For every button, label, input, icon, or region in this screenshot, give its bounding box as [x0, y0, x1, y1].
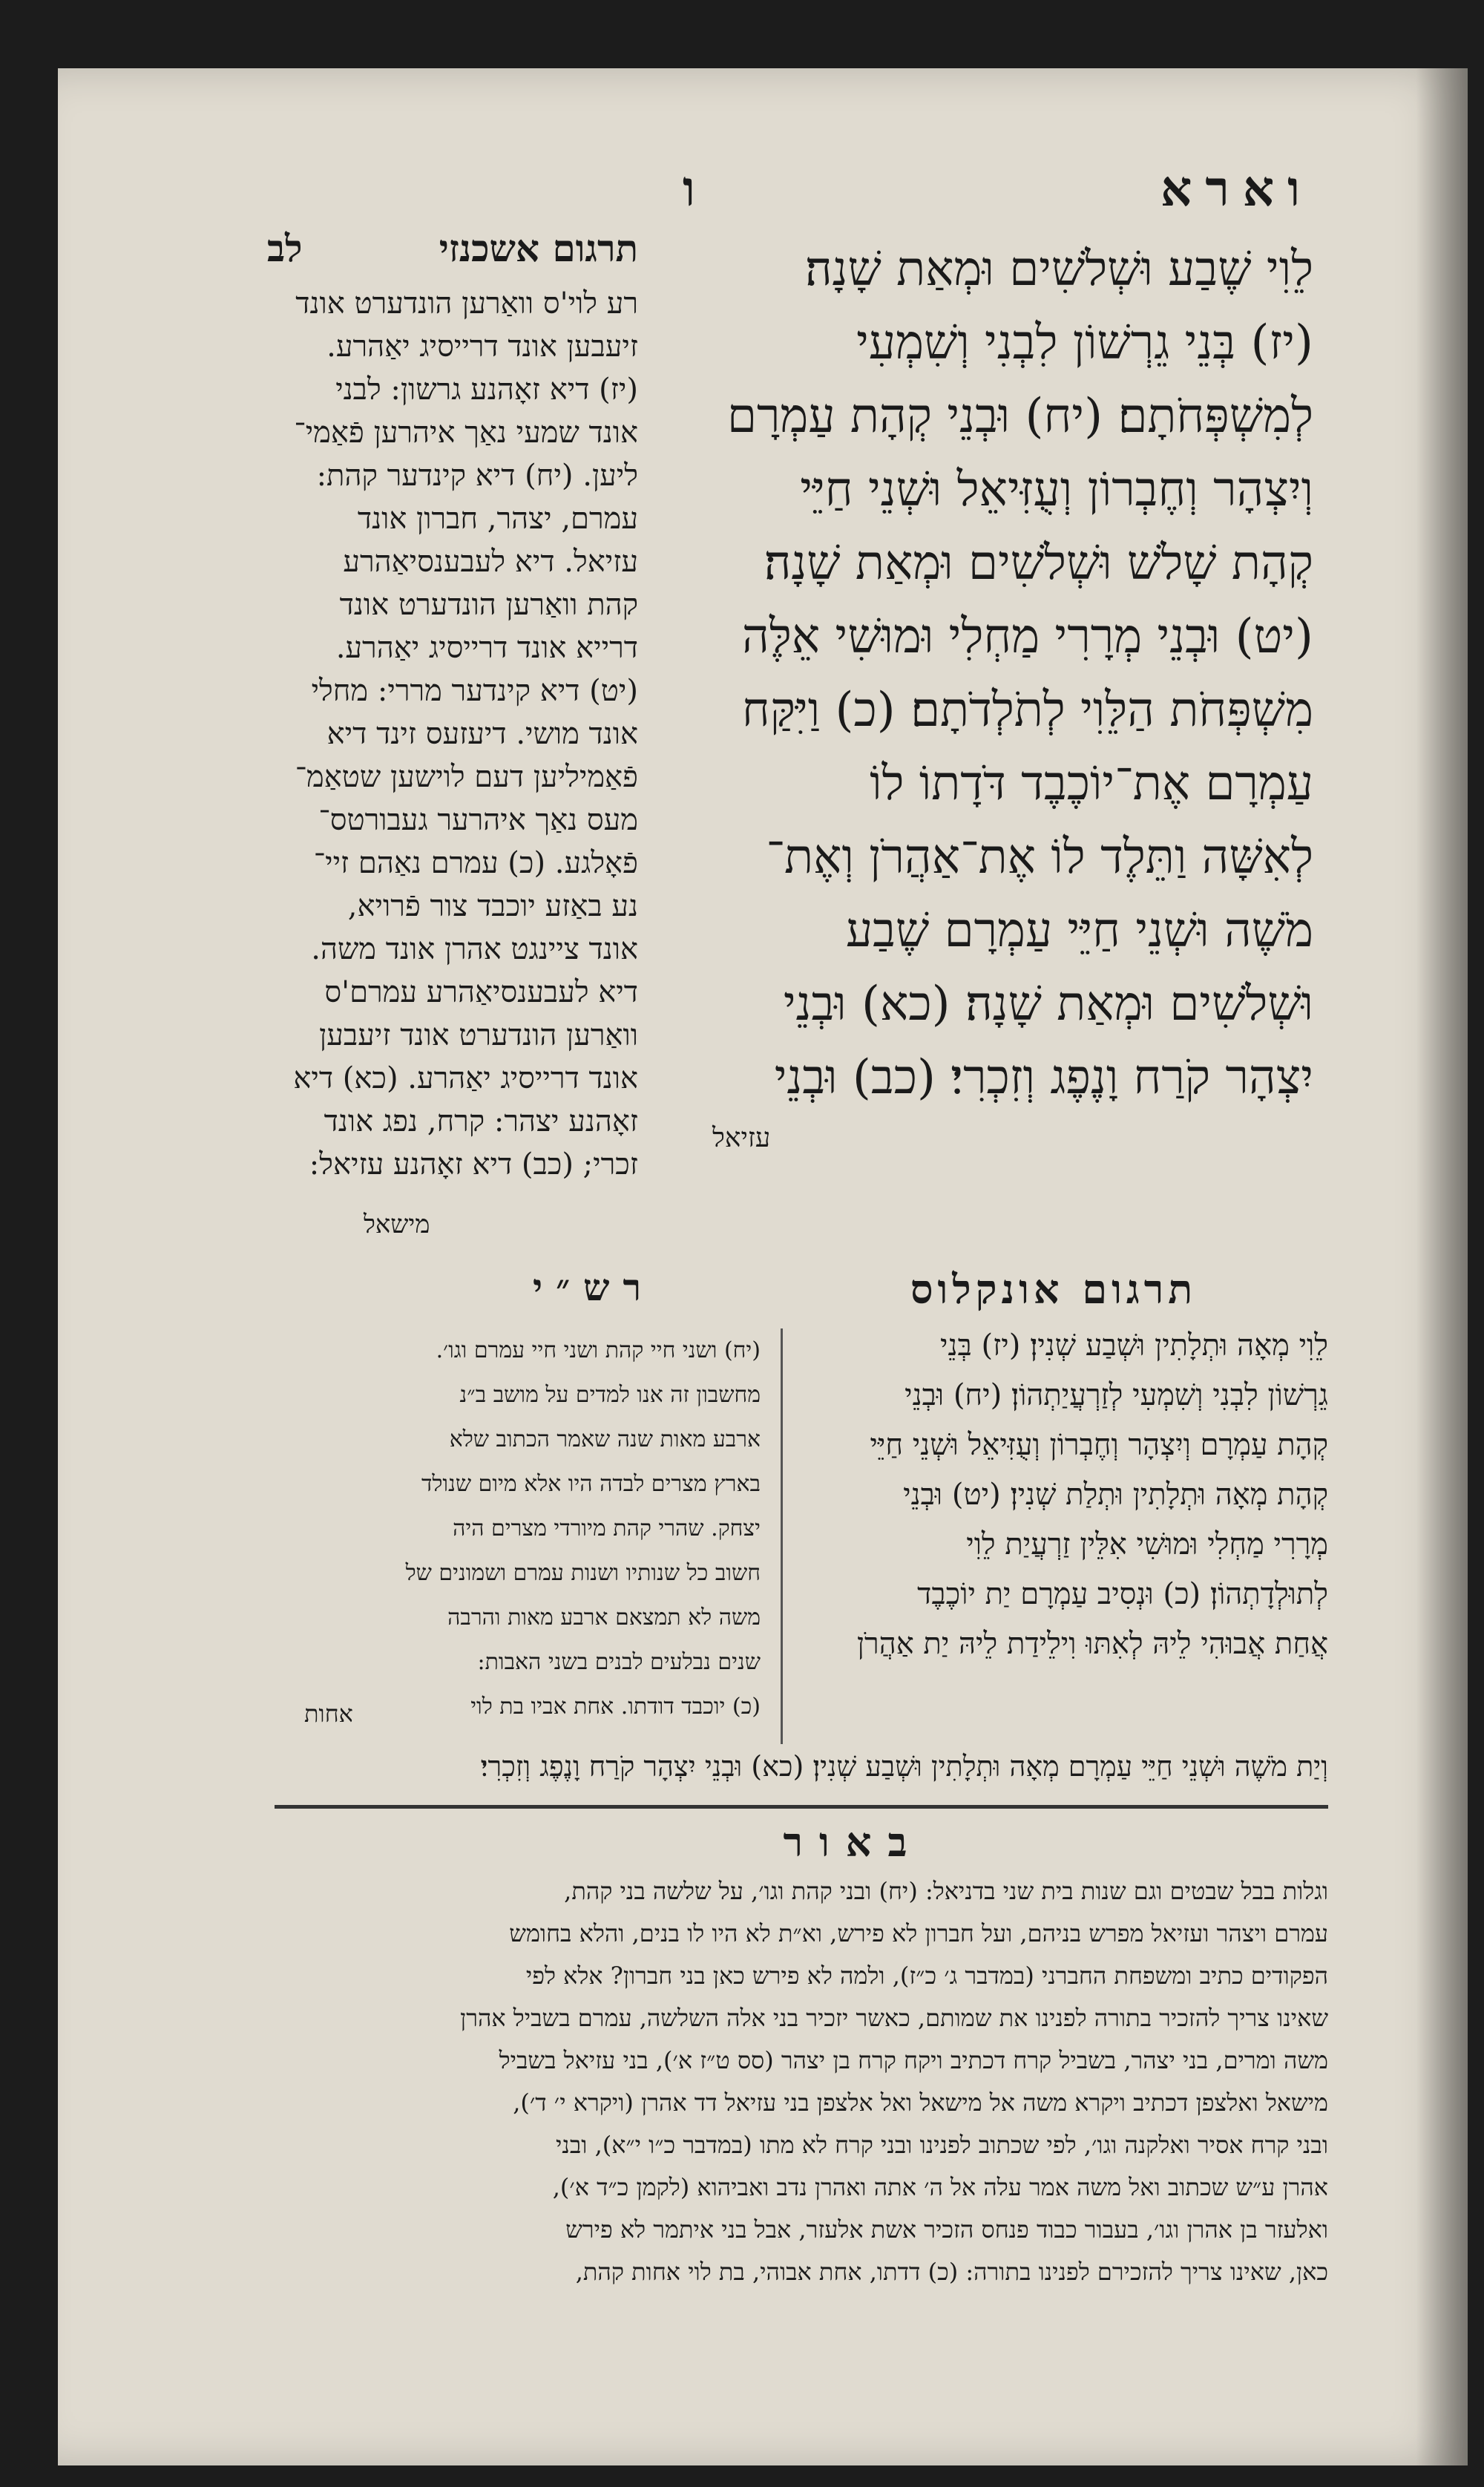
biur-line: ואלעזר בן אהרן וגו׳, בעבור כבוד פנחס הזכיר אשת אלעזר, אבל בני איתמר לא פירש — [565, 2215, 1328, 2244]
rashi-line: בארץ מצרים לבדה היו אלא מיום שנולד — [421, 1471, 761, 1497]
yiddish-line: אונד דרייסיג יאַהרע. (כא) דיא — [293, 1061, 638, 1095]
yiddish-line: פֿאַמיליען דעם לוישען שטאַמ־ — [295, 760, 638, 794]
rashi-line: חשוב כל שנותיו ושנות עמרם ושמונים של — [405, 1560, 761, 1586]
rashi-line: ארבע מאות שנה שאמר הכתוב שלא — [449, 1426, 761, 1452]
section-divider — [275, 1805, 1328, 1809]
rashi-line: משה לא תמצאם ארבע מאות והרבה — [447, 1605, 761, 1631]
yiddish-line: אונד ציינגט אהרן אונד משה. — [311, 932, 638, 966]
main-line: יִצְהָר קֹרַח וָנֶפֶג וְזִכְרִי׃ (כב) וּבְנֵי — [774, 1050, 1313, 1105]
parasha-title: וארא — [1160, 160, 1313, 217]
onkelos-line: אֲחַת אֲבוּהִי לֵיהּ לְאִתּוּ וִילֵידַת לֵיהּ יַת אַהֲרֹן — [856, 1627, 1328, 1661]
onkelos-line: לֵוִי מְאָה וּתְלָתִין וּשְׁבַע שְׁנִין׃ (יז) בְּנֵי — [940, 1328, 1328, 1363]
onkelos-line: קְהָת מְאָה וּתְלָתִין וּתְלַת שְׁנִין׃ (יט) וּבְנֵי — [903, 1478, 1328, 1512]
yiddish-line: נע באַזע יוכבד צור פֿרויא, — [347, 889, 638, 923]
onkelos-text-lines — [809, 1321, 1328, 1669]
yiddish-line: מעס נאַך איהרער געבורטס־ — [318, 803, 638, 837]
main-text-column — [683, 160, 1313, 1153]
chapter-number: ו — [683, 160, 709, 217]
main-line: וְיִצְהָר וְחֶבְרוֹן וְעֻזִּיאֵל וּשְׁנֵי חַיֵּי — [800, 462, 1313, 517]
onkelos-line: קְהָת עַמְרָם וְיִצְהָר וְחֶבְרוֹן וְעֻזִּיאֵל וּשְׁנֵי חַיֵּי — [870, 1428, 1328, 1462]
rashi-line: (יח) ושני חיי קהת ושני חיי עמרם וגו׳. — [436, 1337, 761, 1363]
biur-title: באור — [783, 1818, 924, 1866]
onkelos-line: לְתוּלְדָתְהוֹן׃ (כ) וּנְסִיב עַמְרָם יַת יוֹכֶבֶד — [917, 1577, 1328, 1611]
yiddish-line: אונד מושי. דיעזעס זינד דיא — [326, 717, 638, 751]
biur-line: כאן, שאינו צריך להזכירם לפנינו בתורה: (כ) דדתו, אחת אבוהי, בת לוי אחות קהת, — [575, 2258, 1328, 2286]
yiddish-line: זכרי; (כב) דיא זאָהנע עזיאל: — [309, 1147, 638, 1182]
yiddish-catchword: מישאל — [364, 1210, 430, 1239]
yiddish-line: קהת וואַרען הונדערט אונד — [339, 588, 638, 622]
main-line: קְהָת שָׁלֹשׁ וּשְׁלֹשִׁים וּמְאַת שָׁנָה׃ — [764, 536, 1313, 591]
main-line: לְמִשְׁפְּחֹתָם׃ (יח) וּבְנֵי קְהָת עַמְרָם — [727, 389, 1313, 444]
biur-line: מישאל ואלצפן דכתיב ויקרא משה אל מישאל ואל אלצפן בני עזיאל דד אהרן (ויקרא י׳ ד׳), — [513, 2088, 1328, 2117]
biur-line: עמרם ויצהר ועזיאל מפרש בניהם, ועל חברון לא פירש, וא״ת לא היו לו בנים, והלא בחומש — [509, 1919, 1328, 1947]
main-line: לֵוִי שֶׁבַע וּשְׁלֹשִׁים וּמְאַת שָׁנָה׃ — [804, 242, 1313, 297]
yiddish-line: דרייא אונד דרייסיג יאַהרע. — [335, 631, 638, 665]
page-spine-shadow — [1416, 68, 1468, 2465]
yiddish-line: אונד שמעי נאַך איהרען פֿאַמי־ — [294, 416, 638, 450]
biur-line: ובני קרח אסיר ואלקנה וגו׳, לפי שכתוב לפנינו ובני קרח לא מתו (במדבר כ״ו י״א), ובני — [556, 2131, 1328, 2159]
main-line: (יז) בְּנֵי גֵרְשׁוֹן לִבְנִי וְשִׁמְעִי — [856, 315, 1313, 370]
rashi-catchword: אחות — [304, 1700, 353, 1728]
biur-line: וגלות בבל שבטים וגם שנות בית שני בדניאל: (יח) ובני קהת וגו׳, על שלשה בני קהת, — [564, 1877, 1328, 1905]
yiddish-line: עזיאל. דיא לעבענסיאַהרע — [343, 545, 638, 579]
main-line: וּשְׁלֹשִׁים וּמְאַת שָׁנָה׃ (כא) וּבְנֵי — [783, 977, 1313, 1032]
column-divider — [781, 1328, 783, 1744]
biur-line: הפקודים כתיב ומשפחת החברני (במדבר ג׳ כ״ז), ולמה לא פירש כאן בני חברון? אלא לפי — [525, 1962, 1328, 1990]
onkelos-title: תרגום אונקלוס — [910, 1265, 1198, 1313]
main-catchword: עזיאל — [712, 1123, 771, 1153]
yiddish-line: ליען. (יח) דיא קינדער קהת: — [316, 459, 638, 493]
onkelos-line: מְרָרִי מַחְלִי וּמוּשִׁי אִלֵּין זַרְעֲיַת לֵוִי — [966, 1527, 1328, 1562]
rashi-title: רש״י — [532, 1265, 655, 1309]
page-number: לב — [267, 226, 303, 270]
biur-line: אהרן ע״ש שכתוב ואל משה אמר עלה אל ה׳ אתה ואהרן נדב ואביהוא (לקמן כ״ד א׳), — [552, 2173, 1328, 2201]
rashi-line: (כ) יוכבד דודתו. אחת אביו בת לוי — [470, 1694, 761, 1720]
yiddish-line: זיעבען אונד דרייסיג יאַהרע. — [326, 330, 638, 364]
yiddish-line: פֿאָלגע. (כ) עמרם נאַהם זיי־ — [313, 846, 638, 880]
rashi-line: מחשבון זה אנו למדים על מושב ב״נ — [459, 1382, 761, 1408]
rashi-line: יצחק. שהרי קהת מיורדי מצרים היה — [453, 1516, 761, 1541]
yiddish-line: רע לוי'ס וואַרען הונדערט אונד — [295, 286, 638, 321]
main-line: מֹשֶׁה וּשְׁנֵי חַיֵּי עַמְרָם שֶׁבַע — [845, 903, 1313, 958]
yiddish-line: (יז) דיא זאָהנע גרשון: לבני — [335, 373, 638, 407]
biur-line: משה ומרים, בני יצהר, בשביל קרח דכתיב ויקח קרח בן יצהר (סס ט״ז א׳), בני עזיאל בשביל — [499, 2046, 1328, 2074]
main-header — [683, 160, 1313, 218]
onkelos-line: גֵרְשׁוֹן לִבְנִי וְשִׁמְעִי לְזַרְעֲיַתְהוֹן׃ (יח) וּבְנֵי — [904, 1378, 1328, 1412]
main-line: עַמְרָם אֶת־יוֹכֶבֶד דֹּדָתוֹ לוֹ — [870, 756, 1313, 811]
main-line: מִשְׁפְּחֹת הַלֵּוִי לְתֹלְדֹתָם׃ (כ) וַיִּקַּח — [741, 683, 1313, 738]
yiddish-line: זאָהנע יצהר: קרח, נפג אונד — [324, 1104, 638, 1138]
biur-text-lines — [275, 1870, 1328, 2293]
yiddish-text-lines — [267, 282, 638, 1186]
yiddish-header — [267, 226, 638, 270]
yiddish-line: דיא לעבענסיאַהרע עמרם'ס — [324, 975, 638, 1009]
yiddish-line: (יט) דיא קינדער מררי: מחלי — [311, 674, 638, 708]
rashi-text-lines — [267, 1328, 761, 1729]
yiddish-line: וואַרען הונדערט אונד זיעבען — [319, 1018, 638, 1052]
onkelos-full-width-line: וְיַת מֹשֶׁה וּשְׁנֵי חַיֵּי עַמְרָם מְאָה וּתְלָתִין וּשְׁבַע שְׁנִין׃ (כא) וּבְנֵי יִצְהָר קֹרַח וָנֶפֶג וְזִכְרִי׃ — [480, 1750, 1328, 1783]
main-line: לְאִשָּׁה וַתֵּלֶד לוֹ אֶת־אַהֲרֹן וְאֶת־ — [766, 830, 1313, 885]
biur-line: שאינו צריך להזכיר בתורה לפנינו את שמותם, כאשר יזכיר בני אלה השלשה, עמרם בשביל אהרן — [460, 2004, 1328, 2032]
main-line: (יט) וּבְנֵי מְרָרִי מַחְלִי וּמוּשִׁי אֵלֶּה — [742, 609, 1313, 664]
yiddish-title: תרגום אשכנזי — [439, 226, 638, 270]
rashi-line: שנים נבלעים לבנים בשני האבות: — [477, 1649, 761, 1675]
main-text-lines — [683, 233, 1313, 1115]
yiddish-line: עמרם, יצהר, חברון אונד — [357, 502, 638, 536]
